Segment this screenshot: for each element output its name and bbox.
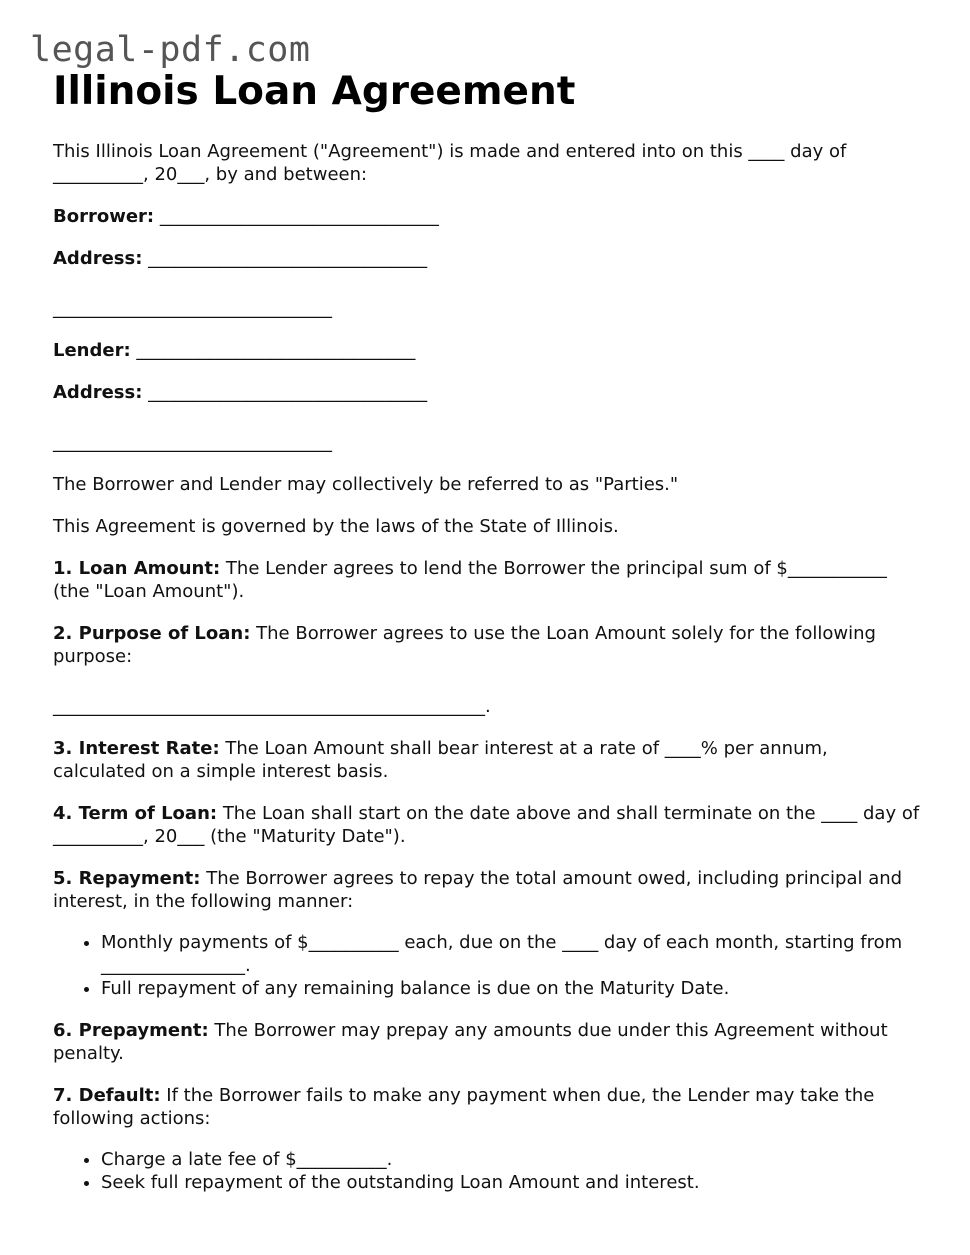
repayment-list	[53, 931, 923, 1000]
lender-address-blank: _______________________________	[142, 382, 428, 403]
list-item: • Monthly payments of $__________ each, due on the ____ day of each month, starting from ________________.	[101, 931, 923, 977]
section-body: The Loan shall start on the date above and shall terminate on the ____ day of __________, 20___ (the "Maturity Date").	[53, 803, 920, 847]
section-heading: 3. Interest Rate:	[53, 738, 220, 759]
borrower-address-label: Address:	[53, 248, 143, 269]
section-heading: 7. Default:	[53, 1085, 161, 1106]
lender-address-line2: _______________________________	[53, 432, 332, 453]
list-item: • Seek full repayment of the outstanding Loan Amount and interest.	[101, 1171, 923, 1194]
lender-line	[53, 339, 923, 362]
governing-law-paragraph: This Agreement is governed by the laws of the State of Illinois.	[53, 516, 619, 537]
section-heading: 2. Purpose of Loan:	[53, 623, 251, 644]
section-heading: 5. Repayment:	[53, 868, 201, 889]
lender-address-line	[53, 381, 923, 404]
watermark: legal-pdf.com	[30, 30, 311, 70]
borrower-blank: _______________________________	[154, 206, 439, 227]
borrower-address-line2: _______________________________	[53, 298, 332, 319]
section-body: The Borrower may prepay any amounts due under this Agreement without penalty.	[53, 1020, 888, 1064]
section-term-of-loan	[53, 802, 923, 848]
purpose-blank-line: ________________________________________________.	[53, 696, 491, 717]
borrower-address-line	[53, 247, 923, 270]
intro-paragraph: This Illinois Loan Agreement ("Agreement") is made and entered into on this ____ day of __________, 20___, by and between:	[53, 141, 847, 185]
section-default	[53, 1084, 923, 1130]
section-heading: 1. Loan Amount:	[53, 558, 221, 579]
document-page	[53, 68, 923, 1194]
section-loan-amount	[53, 557, 923, 603]
section-heading: 4. Term of Loan:	[53, 803, 218, 824]
section-purpose-of-loan	[53, 622, 923, 668]
section-repayment	[53, 867, 923, 913]
section-body: The Borrower agrees to use the Loan Amount solely for the following purpose:	[53, 623, 876, 667]
document-title: Illinois Loan Agreement	[53, 69, 576, 114]
section-body: The Loan Amount shall bear interest at a rate of ____% per annum, calculated on a simple interest basis.	[53, 738, 828, 782]
section-interest-rate	[53, 737, 923, 783]
borrower-address-blank: _______________________________	[142, 248, 428, 269]
section-prepayment	[53, 1019, 923, 1065]
section-body: The Borrower agrees to repay the total amount owed, including principal and interest, in the following manner:	[53, 868, 903, 912]
parties-paragraph: The Borrower and Lender may collectively be referred to as "Parties."	[53, 474, 679, 495]
lender-address-label: Address:	[53, 382, 143, 403]
list-item: • Full repayment of any remaining balance is due on the Maturity Date.	[101, 977, 923, 1000]
default-list	[53, 1148, 923, 1194]
lender-blank: _______________________________	[130, 340, 416, 361]
section-heading: 6. Prepayment:	[53, 1020, 209, 1041]
section-body: The Lender agrees to lend the Borrower the principal sum of $___________ (the "Loan Amount").	[53, 558, 887, 602]
lender-label: Lender:	[53, 340, 131, 361]
section-body: If the Borrower fails to make any payment when due, the Lender may take the following actions:	[53, 1085, 875, 1129]
list-item: • Charge a late fee of $__________.	[101, 1148, 923, 1171]
borrower-line	[53, 205, 923, 228]
borrower-label: Borrower:	[53, 206, 155, 227]
